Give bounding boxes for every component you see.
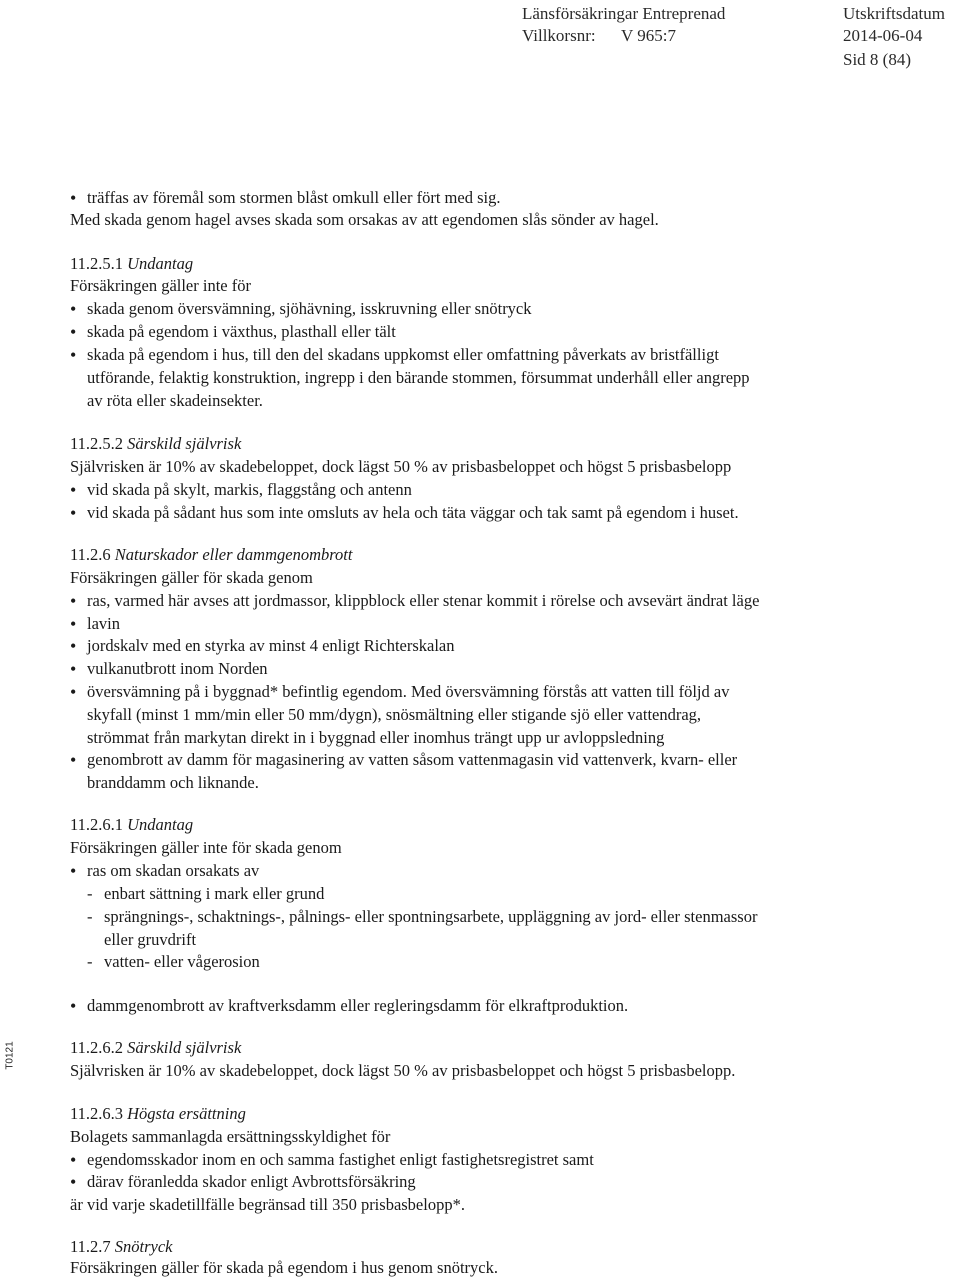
print-date-label: Utskriftsdatum	[843, 4, 945, 23]
list-item-continued: av röta eller skadeinsekter.	[87, 391, 263, 410]
section-heading: 11.2.6.3 Högsta ersättning	[70, 1104, 246, 1123]
paragraph: Självrisken är 10% av skadebeloppet, dock lägst 50 % av prisbasbeloppet och högst 5 prisbasbelopp.	[70, 1061, 736, 1080]
paragraph: Försäkringen gäller inte för skada genom	[70, 838, 342, 857]
list-item-continued: branddamm och liknande.	[87, 773, 259, 792]
page-number: Sid 8 (84)	[843, 50, 911, 69]
list-item-continued: skyfall (minst 1 mm/min eller 50 mm/dygn), snösmältning eller stigande sjö eller vattendrag,	[87, 705, 702, 724]
page-header	[0, 0, 960, 80]
section-heading: 11.2.6.2 Särskild självrisk	[70, 1038, 242, 1057]
document-code: T0121	[4, 1041, 16, 1070]
section-heading: 11.2.6.1 Undantag	[70, 815, 194, 834]
section-heading: 11.2.5.2 Särskild självrisk	[70, 434, 242, 453]
dash-item-continued: eller gruvdrift	[104, 930, 197, 949]
paragraph: är vid varje skadetillfälle begränsad till 350 prisbasbelopp*.	[70, 1195, 465, 1214]
print-date-value: 2014-06-04	[843, 26, 923, 45]
terms-value: V 965:7	[621, 26, 676, 45]
paragraph: Försäkringen gäller för skada genom	[70, 568, 313, 587]
section-heading: 11.2.7 Snötryck	[70, 1237, 173, 1256]
paragraph: Försäkringen gäller för skada på egendom i hus genom snötryck.	[70, 1258, 498, 1277]
list-item-continued: strömmat från markytan direkt in i byggnad eller inomhus trängt upp ur avloppsledning	[87, 728, 665, 747]
paragraph: Med skada genom hagel avses skada som orsakas av att egendomen slås sönder av hagel.	[70, 210, 659, 229]
section-heading: 11.2.6 Naturskador eller dammgenombrott	[70, 545, 353, 564]
terms-label: Villkorsnr:	[522, 26, 596, 45]
section-heading: 11.2.5.1 Undantag	[70, 254, 194, 273]
paragraph: Självrisken är 10% av skadebeloppet, dock lägst 50 % av prisbasbeloppet och högst 5 prisbasbelopp	[70, 457, 732, 476]
company-name: Länsförsäkringar Entreprenad	[522, 4, 726, 23]
paragraph: Försäkringen gäller inte för	[70, 276, 251, 295]
list-item-continued: utförande, felaktig konstruktion, ingrepp i den bärande stommen, försummat underhåll eller angrepp	[87, 368, 750, 387]
paragraph: Bolagets sammanlagda ersättningsskyldighet för	[70, 1127, 391, 1146]
